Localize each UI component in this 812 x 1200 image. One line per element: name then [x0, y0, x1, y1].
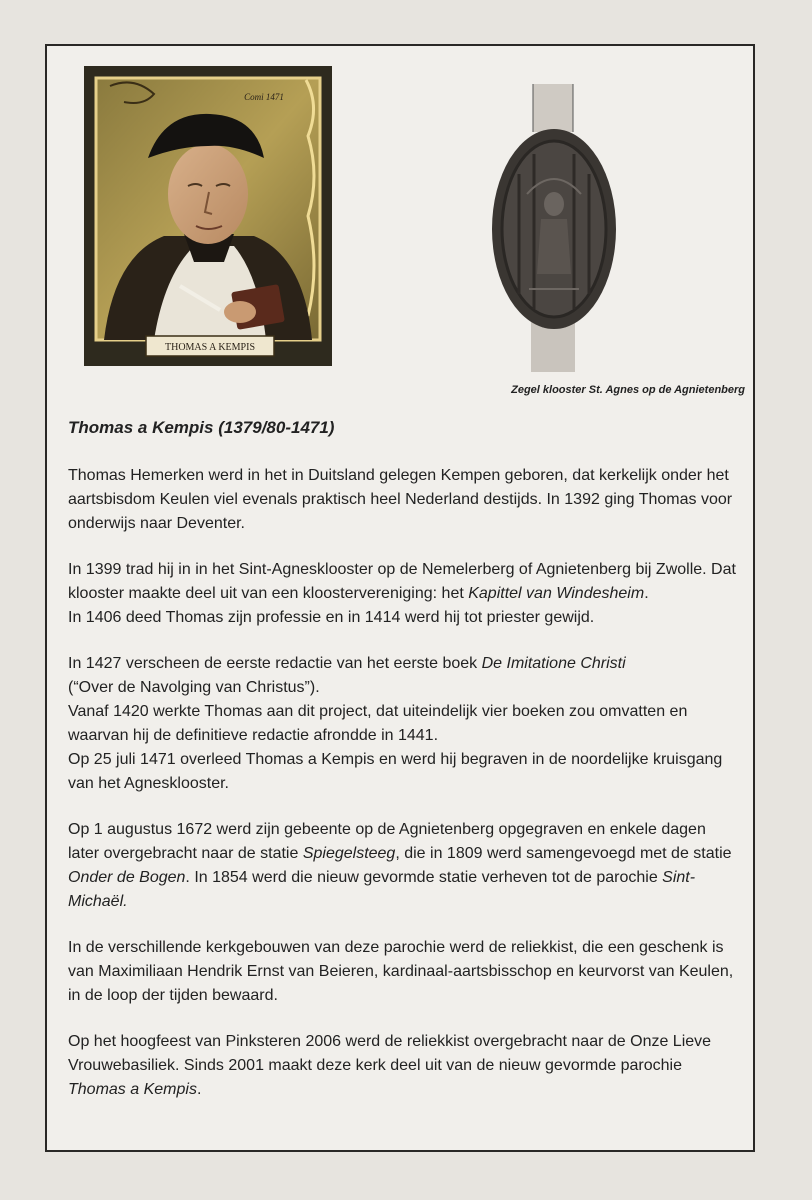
- paragraph-text: (“Over de Navolging van Christus”).: [68, 679, 320, 696]
- thomas-a-kempis-portrait: [84, 66, 332, 366]
- paragraph-monastery: [68, 558, 740, 630]
- italic-term: Spiegelsteeg: [302, 845, 396, 862]
- paragraph-text: Vanaf 1420 werkte Thomas aan dit project, dat uiteindelijk vier boeken zou omvatten en waarvan hij de definitieve redactie afrondde in 1441.: [68, 703, 688, 744]
- paragraph-basilica: [68, 1030, 740, 1102]
- italic-term: Thomas a Kempis: [68, 1081, 197, 1098]
- paragraph-text: Op 25 juli 1471 overleed Thomas a Kempis en werd hij begraven in de noordelijke kruisgang van het Agnesklooster.: [68, 751, 723, 792]
- information-board: [45, 44, 755, 1152]
- paragraph-text: Thomas Hemerken werd in het in Duitsland gelegen Kempen geboren, dat kerkelijk onder het aartsbisdom Keulen viel evenals praktisch heel Nederland destijds. In 1392 ging Thomas voor onderwijs naar Deventer.: [68, 467, 733, 532]
- paragraph-text: In 1406 deed Thomas zijn professie en in 1414 werd hij tot priester gewijd.: [68, 609, 595, 626]
- paragraph-imitatio: [68, 652, 740, 796]
- portrait-name-plaque: THOMAS A KEMPIS: [164, 342, 256, 353]
- paragraph-text: , die in 1809 werd samengevoegd met de statie: [395, 845, 732, 862]
- seal-caption: Zegel klooster St. Agnes op de Agnietenberg: [511, 384, 745, 396]
- paragraph-text: In de verschillende kerkgebouwen van deze parochie werd de reliekkist, die een geschenk is van Maximiliaan Hendrik Ernst van Beieren, kardinaal-aartsbisschop en keurvorst van Keulen, in de loop der tijden bewaard.: [68, 939, 734, 1004]
- italic-term: Sint- Michaël.: [68, 869, 696, 910]
- paragraph-text: In 1399 trad hij in in het Sint-Agnesklooster op de Nemelerberg of Agnietenberg bij Zwolle. Dat klooster maakte deel uit van een kloostervereniging: het: [68, 561, 736, 602]
- paragraph-text: Op het hoogfeest van Pinksteren 2006 werd de reliekkist overgebracht naar de Onze Lieve Vrouwebasiliek. Sinds 2001 maakt deze kerk deel uit van de nieuw gevormde parochie: [68, 1033, 712, 1074]
- portrait-painting: [84, 66, 332, 366]
- italic-term: De Imitatione Christi: [481, 655, 626, 672]
- body-text: [68, 464, 740, 1124]
- paragraph-text: . In 1854 werd die nieuw gevormde statie verheven tot de parochie: [185, 869, 663, 886]
- italic-term: Kapittel van Windesheim: [468, 585, 645, 602]
- paragraph-text: .: [196, 1081, 202, 1098]
- paragraph-birth: [68, 464, 740, 536]
- italic-term: Onder de Bogen: [68, 869, 186, 886]
- paragraph-relics: [68, 818, 740, 914]
- paragraph-text: In 1427 verscheen de eerste redactie van het eerste boek: [68, 655, 482, 672]
- portrait-inscription: Comi 1471: [244, 92, 284, 102]
- paragraph-reliquary: [68, 936, 740, 1008]
- seal-image: [479, 84, 629, 372]
- paragraph-text: Op 1 augustus 1672 werd zijn gebeente op de Agnietenberg opgegraven en enkele dagen later overgebracht naar de statie: [68, 821, 706, 862]
- page-title: Thomas a Kempis (1379/80-1471): [68, 418, 335, 437]
- agnes-monastery-seal: [479, 84, 629, 372]
- paragraph-text: .: [644, 585, 649, 602]
